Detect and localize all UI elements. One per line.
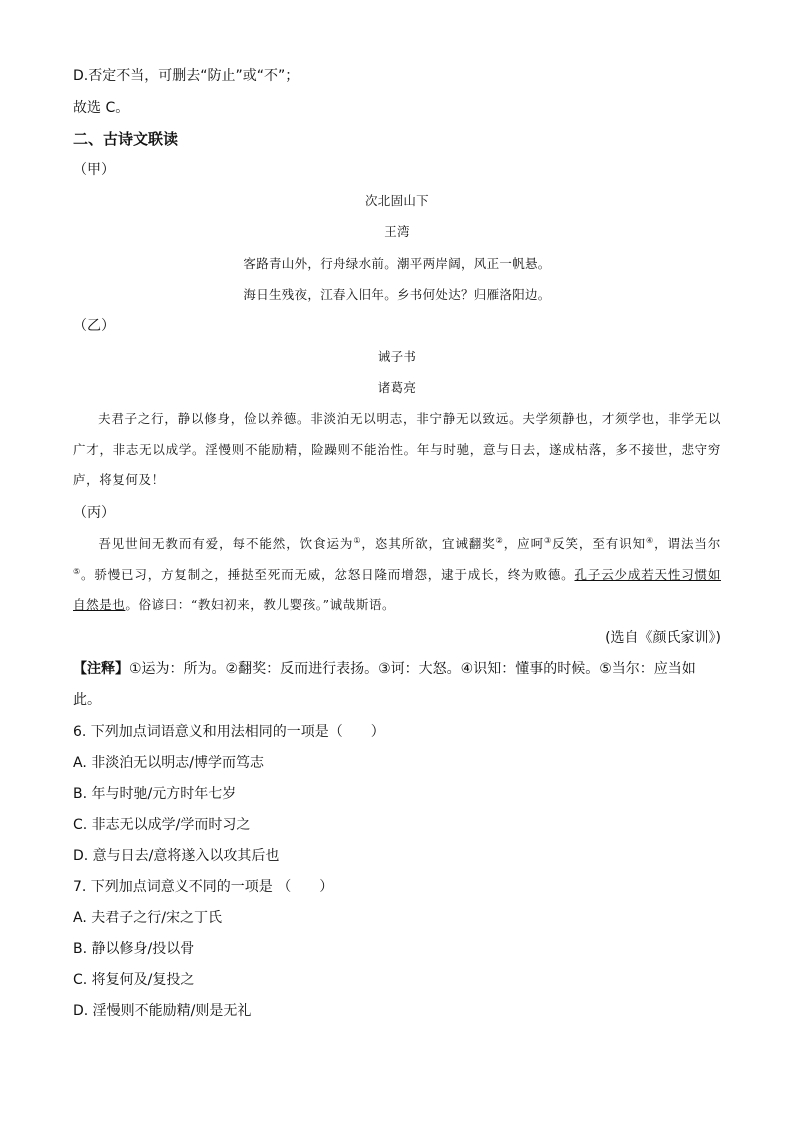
jia-poem-title: 次北固山下 [364, 193, 429, 208]
prev-answer-option-d: D.否定不当，可删去“防止”或“不”； [73, 68, 300, 84]
question-6-option-d: D. 意与日去/意将遂入以攻其后也 [73, 848, 280, 864]
question-7-option-d: D. 淫慢则不能励精/则是无礼 [73, 1003, 252, 1019]
bing-source: (选自《颜氏家训》) [605, 630, 721, 646]
yi-title: 诫子书 [377, 349, 417, 364]
bing-text: 吾见世间无教而有爱，每不能然，饮食运为①，恣其所欲，宜诫翻奖②，应呵③反笑，至有识知④，谓法当尔⑤。骄慢已习，方复制之，捶挞至死而无威，忿怒日隆而增怨，逮于成长，终为败德。孔子云少成若天性习惯如自然是也。俗谚曰：“教妇初来，教儿婴孩。”诚哉斯语。 [73, 535, 721, 612]
question-6-stem: 6. 下列加点词语意义和用法相同的一项是（ ） [73, 724, 385, 740]
note-marker-3: ③ [544, 535, 553, 545]
yi-label: （乙） [73, 318, 115, 334]
note-marker-1: ① [353, 535, 362, 545]
underlined-sentence: 孔子云少成若天性习惯如自然是也 [73, 566, 721, 612]
note-marker-2: ② [495, 535, 504, 545]
question-7-option-b: B. 静以修身/投以骨 [73, 941, 195, 957]
bing-label: （丙） [73, 505, 115, 521]
question-7-option-a: A. 夫君子之行/宋之丁氏 [73, 910, 222, 926]
note-marker-5: ⑤ [73, 566, 82, 576]
notes-label: 【注释】 [73, 661, 129, 677]
jia-poem-line-1: 客路青山外，行舟绿水前。潮平两岸阔，风正一帆悬。 [243, 256, 551, 271]
jia-poem-line-2: 海日生残夜，江春入旧年。乡书何处达？归雁洛阳边。 [243, 287, 551, 302]
section-title: 二、古诗文联读 [73, 130, 179, 148]
question-6-option-b: B. 年与时驰/元方时年七岁 [73, 786, 237, 802]
question-6-option-a: A. 非淡泊无以明志/博学而笃志 [73, 755, 264, 771]
jia-poem-author: 王湾 [384, 224, 410, 239]
note-marker-4: ④ [646, 535, 655, 545]
notes: 【注释】①运为：所为。②翻奖：反而进行表扬。③诃：大怒。④识知：懂事的时候。⑤当尔：应当如此。 [73, 661, 696, 708]
question-7-stem: 7. 下列加点词意义不同的一项是 （ ） [73, 879, 334, 895]
yi-author: 诸葛亮 [377, 380, 417, 395]
yi-text: 夫君子之行，静以修身，俭以养德。非淡泊无以明志，非宁静无以致远。夫学须静也，才须学也，非学无以广才，非志无以成学。淫慢则不能励精，险躁则不能治性。年与时驰，意与日去，遂成枯落，多不接世，悲守穷庐，将复何及！ [73, 411, 721, 487]
question-6-option-c: C. 非志无以成学/学而时习之 [73, 817, 251, 833]
jia-label: （甲） [73, 162, 115, 178]
question-7-option-c: C. 将复何及/复投之 [73, 972, 195, 988]
prev-answer-conclusion: 故选 C。 [73, 100, 130, 116]
